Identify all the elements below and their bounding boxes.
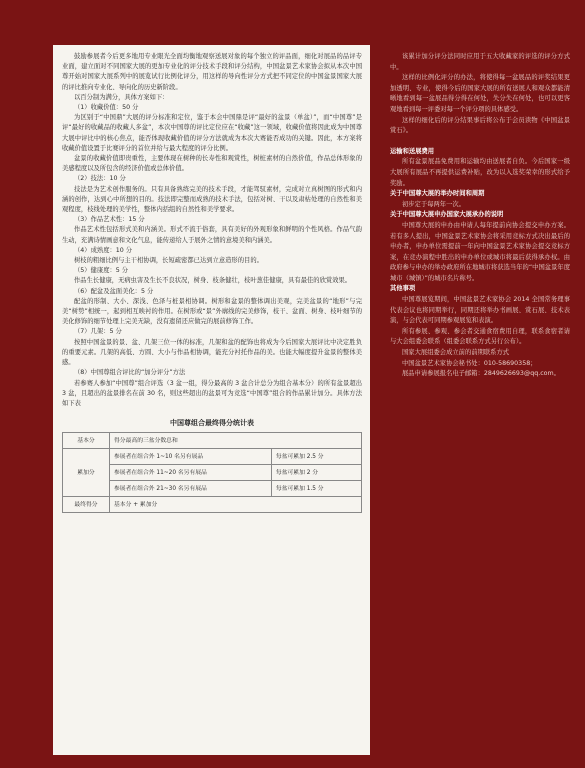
row-label: 最终得分	[63, 497, 110, 513]
body-paragraph: 技法是为艺术创作服务的。只有具备熟练完美的技术手段，才能驾驭素材，完成对立真树图的形式和内涵的创作，达到心中所想的目的。技法即完整而成熟的技术手法，包括对树、干以及肃枯处理的自然性和美观程度，枝线处理的美学性，整体内括组的自然性和美学要求。	[62, 185, 362, 214]
section-heading: 其他事项	[390, 285, 416, 293]
table-row	[63, 497, 362, 513]
row-description: 参展者在组合外 11~20 名另有展品	[110, 465, 272, 481]
body-paragraph: 以百分制为满分，具体方案如下：	[74, 93, 169, 101]
row-value: 每盆可累加 2.5 分	[271, 449, 361, 465]
table-row	[63, 433, 362, 449]
section-heading: （2）技法：10 分	[74, 175, 126, 183]
body-paragraph: 作品生长健康，无病虫害及生长不良状况，树身、枝条健壮，枝叶葱佳健康，具有最佳的欣赏效果。	[74, 277, 352, 285]
table-title: 中国尊组合最终得分统计表	[170, 419, 254, 428]
body-paragraph: 这样的比例化评分的办法，将使得每一盆展品的评奖结果更加透明、专业，使得今后的国家大展的所有送展人和观众都能清晰地看到每一盆展品得分得在何处，失分失在何处，也可以更客观地看到每一评委对每一个评分项的具体感受。	[390, 74, 570, 113]
row-value: 每盆可累加 2 分	[271, 465, 361, 481]
body-paragraph: 初步定于每两年一次。	[402, 200, 465, 208]
row-description: 基本分 + 累加分	[110, 497, 362, 513]
body-paragraph: 配盆的形制、大小、深浅、色泽与桩景相协调。树形和盆景的整体调出美观，完美盆景的“地形”与完美“树势”相统一，起到相互映衬的作用。在树形或“景”外廓线的完美修饰，枝干、盆面、树身、枝叶细节的美化修饰的细节处理上完美无缺，没有遗留还应做完的展前修饰工作。	[62, 297, 362, 326]
body-paragraph: 中国盆景艺术家协会秘书处：010-58690358；	[402, 359, 537, 367]
section-heading: 关于中国尊大展的举办时间和周期	[390, 190, 485, 198]
body-paragraph: 这样的细化后的评分结果事后将公布于会员读物《中国盆景赏石》。	[390, 116, 570, 135]
body-paragraph: 鼓励参展者今后更多地用专业眼光全面均衡地观察送展对象的每个独立的评品面，细化对展品的品评专业面，建立面对不同国家大展的更加专业化的评分技术手段和评分结构，中国盆景艺术家协会拟从本次中国尊开始对国家大展系列中的展览试行比例化评分，用这样的导向性评分方式把不同定位的中国盆景国家大展的评比推向专业化、导向化的历史新阶段。	[62, 53, 362, 91]
left-column	[62, 52, 362, 513]
section-heading: 关于中国尊大展申办国家大展承办的说明	[390, 211, 504, 219]
section-heading: （6）配盆及盆面美化：5 分	[74, 287, 154, 295]
body-paragraph: 作品艺术性包括形式美和内涵美。形式不流于俗套，具有美好的外观形象和鲜明的个性风格。作品气韵生动，充满诗情画意和文化气息，能传递给人于展外之情的意境美和内涵美。	[62, 226, 362, 244]
body-paragraph: 盆景的收藏价值即贵重性，主要体现在树种的长寿性和观赏性，树桩素材的自然价值，作品总体形象的美感程度以及所包含的经济价值或总体价值。	[62, 155, 362, 173]
section-heading: （5）健康度：5 分	[74, 267, 129, 275]
body-paragraph: 中国尊展览期间，中国盆景艺术家协会 2014 全国常务理事代表会议也将同期举行，同期还将举办书画展、赏石展、技术表演，与会代表可同期参观展览和表演。	[390, 296, 570, 325]
score-table	[62, 432, 362, 513]
section-heading: （7）几架：5 分	[74, 328, 122, 336]
row-value: 每盆可累加 1.5 分	[271, 481, 361, 497]
row-label: 累加分	[63, 449, 110, 497]
body-paragraph: 为区别于“中国鼎”大展的评分标准和定位，鉴于本会中国鼎是评“最好的盆景（单盆）”，而“中国尊”是评“最好的收藏品的收藏人多盆”，本次中国尊的评比定位应在“收藏”这一领域，收藏价值将因此成为中国尊大展中评比中的核心焦点，能否体现收藏价值的评分方法就成为本次大赛能否成功的关键。因此，本方案将收藏价值设置于比赛评分的首位并给与最大程度的评分比例。	[62, 114, 362, 152]
section-heading: 运输和送展费用	[390, 147, 435, 155]
body-paragraph: 国家大展组委会成立前的前期联系方式	[402, 349, 510, 357]
body-paragraph: 所有参展、参观、参会者交通食宿费用自理，联系食宿者请与大会组委会联系（组委会联系方式另行公布）。	[390, 327, 570, 346]
row-description: 参展者在组合外 1~10 名另有展品	[110, 449, 272, 465]
body-paragraph: 所有盆景展品免费用和运输均由送展者自负。今后国家一级大展所有展品不再提供运费补贴，改为以入选奖荣幸的形式给予奖励。	[390, 158, 570, 187]
table-row	[63, 449, 362, 465]
body-paragraph: 若参赛人参加“中国尊”组合评选（3 盆一组，得分最高的 3 盆合计总分为组合基本分）的所有盆景超出 3 盆，且超出的盆景排名在前 30 名，则这些超出的盆景可为竞选“中国尊”组合的作品累计加分。具体方法如下表	[62, 379, 362, 407]
section-heading: （8）中国尊组合评比的“加分评分”方法	[74, 369, 186, 377]
row-description: 参展者在组合外 21~30 名另有展品	[110, 481, 272, 497]
body-paragraph: 树枝的粗细比例与主干相协调，长短疏密都已达到立意造形的目的。	[74, 257, 263, 265]
section-heading: （1）收藏价值：50 分	[74, 104, 139, 112]
row-label: 基本分	[63, 433, 110, 449]
body-paragraph: 中国尊大展的申办由申请人每年提前向协会提交申办方案。若有多人提出，中国盆景艺术家协会将采用竞标方式决出最后的申办者，申办单位需提前一年向中国盆景艺术家协会提交竞标方案，在竞办演程中胜出的申办单位或城市将最后获得承办权。由政府参与申办的举办政府所在地城市将获选当年的“中国盆景年度城市（城镇）”的城市名片称号。	[390, 221, 570, 282]
section-heading: （3）作品艺术性：15 分	[74, 216, 145, 224]
section-heading: （4）成熟度：10 分	[74, 246, 133, 254]
row-description: 得分最高的三盆分数总和	[110, 433, 362, 449]
spacer	[390, 137, 570, 147]
body-paragraph: 展品申请参展报名电子邮箱：2849626693@qq.com。	[402, 370, 560, 378]
body-paragraph: 按照中国盆景的景、盆、几架三位一体的标准，几架和盆的配饰也将成为今后国家大展评比中决定胜负的重要元素。几架的高低、方圆、大小与作品相协调，能充分衬托作品的美。也能大幅度提升盆景的整体美感。	[62, 338, 362, 367]
right-column	[390, 52, 570, 380]
score-table-block	[62, 417, 362, 513]
body-paragraph: 该累计加分评分法同时应用于五大收藏家的评选的评分方式中。	[390, 53, 570, 71]
